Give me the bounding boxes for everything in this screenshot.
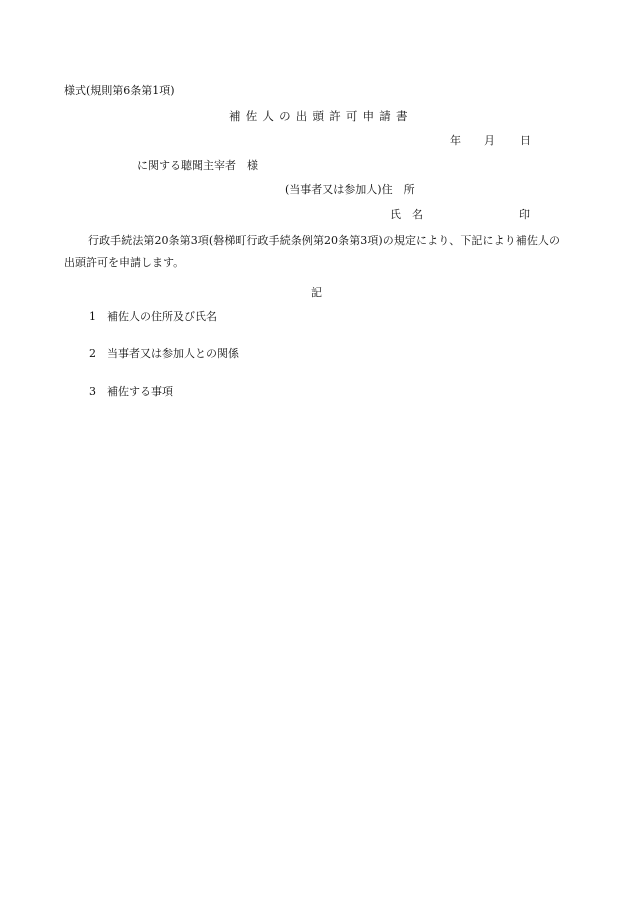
form-label: 様式(規則第6条第1項) bbox=[64, 84, 175, 97]
document-title: 補佐人の出頭許可申請書 bbox=[229, 109, 413, 123]
item-1-number: 1 bbox=[89, 310, 96, 323]
date-year: 年 bbox=[450, 134, 461, 147]
item-3-text: 補佐する事項 bbox=[107, 385, 173, 398]
seal-mark: 印 bbox=[519, 208, 530, 221]
item-2-number: 2 bbox=[89, 347, 96, 360]
date-day: 日 bbox=[520, 134, 531, 147]
item-3-number: 3 bbox=[89, 385, 96, 398]
addressee: に関する聴聞主宰者 様 bbox=[137, 159, 258, 172]
date-month: 月 bbox=[484, 134, 495, 147]
item-1-text: 補佐人の住所及び氏名 bbox=[107, 310, 217, 323]
ki-heading: 記 bbox=[311, 286, 322, 299]
request-statement: 行政手続法第20条第3項(磐梯町行政手続条例第20条第3項)の規定により、下記により補佐人の出頭許可を申請します。 bbox=[64, 234, 560, 269]
applicant-address-label: (当事者又は参加人)住 所 bbox=[285, 183, 415, 196]
applicant-name-label: 氏 名 bbox=[390, 208, 423, 221]
item-2-text: 当事者又は参加人との関係 bbox=[107, 347, 239, 360]
